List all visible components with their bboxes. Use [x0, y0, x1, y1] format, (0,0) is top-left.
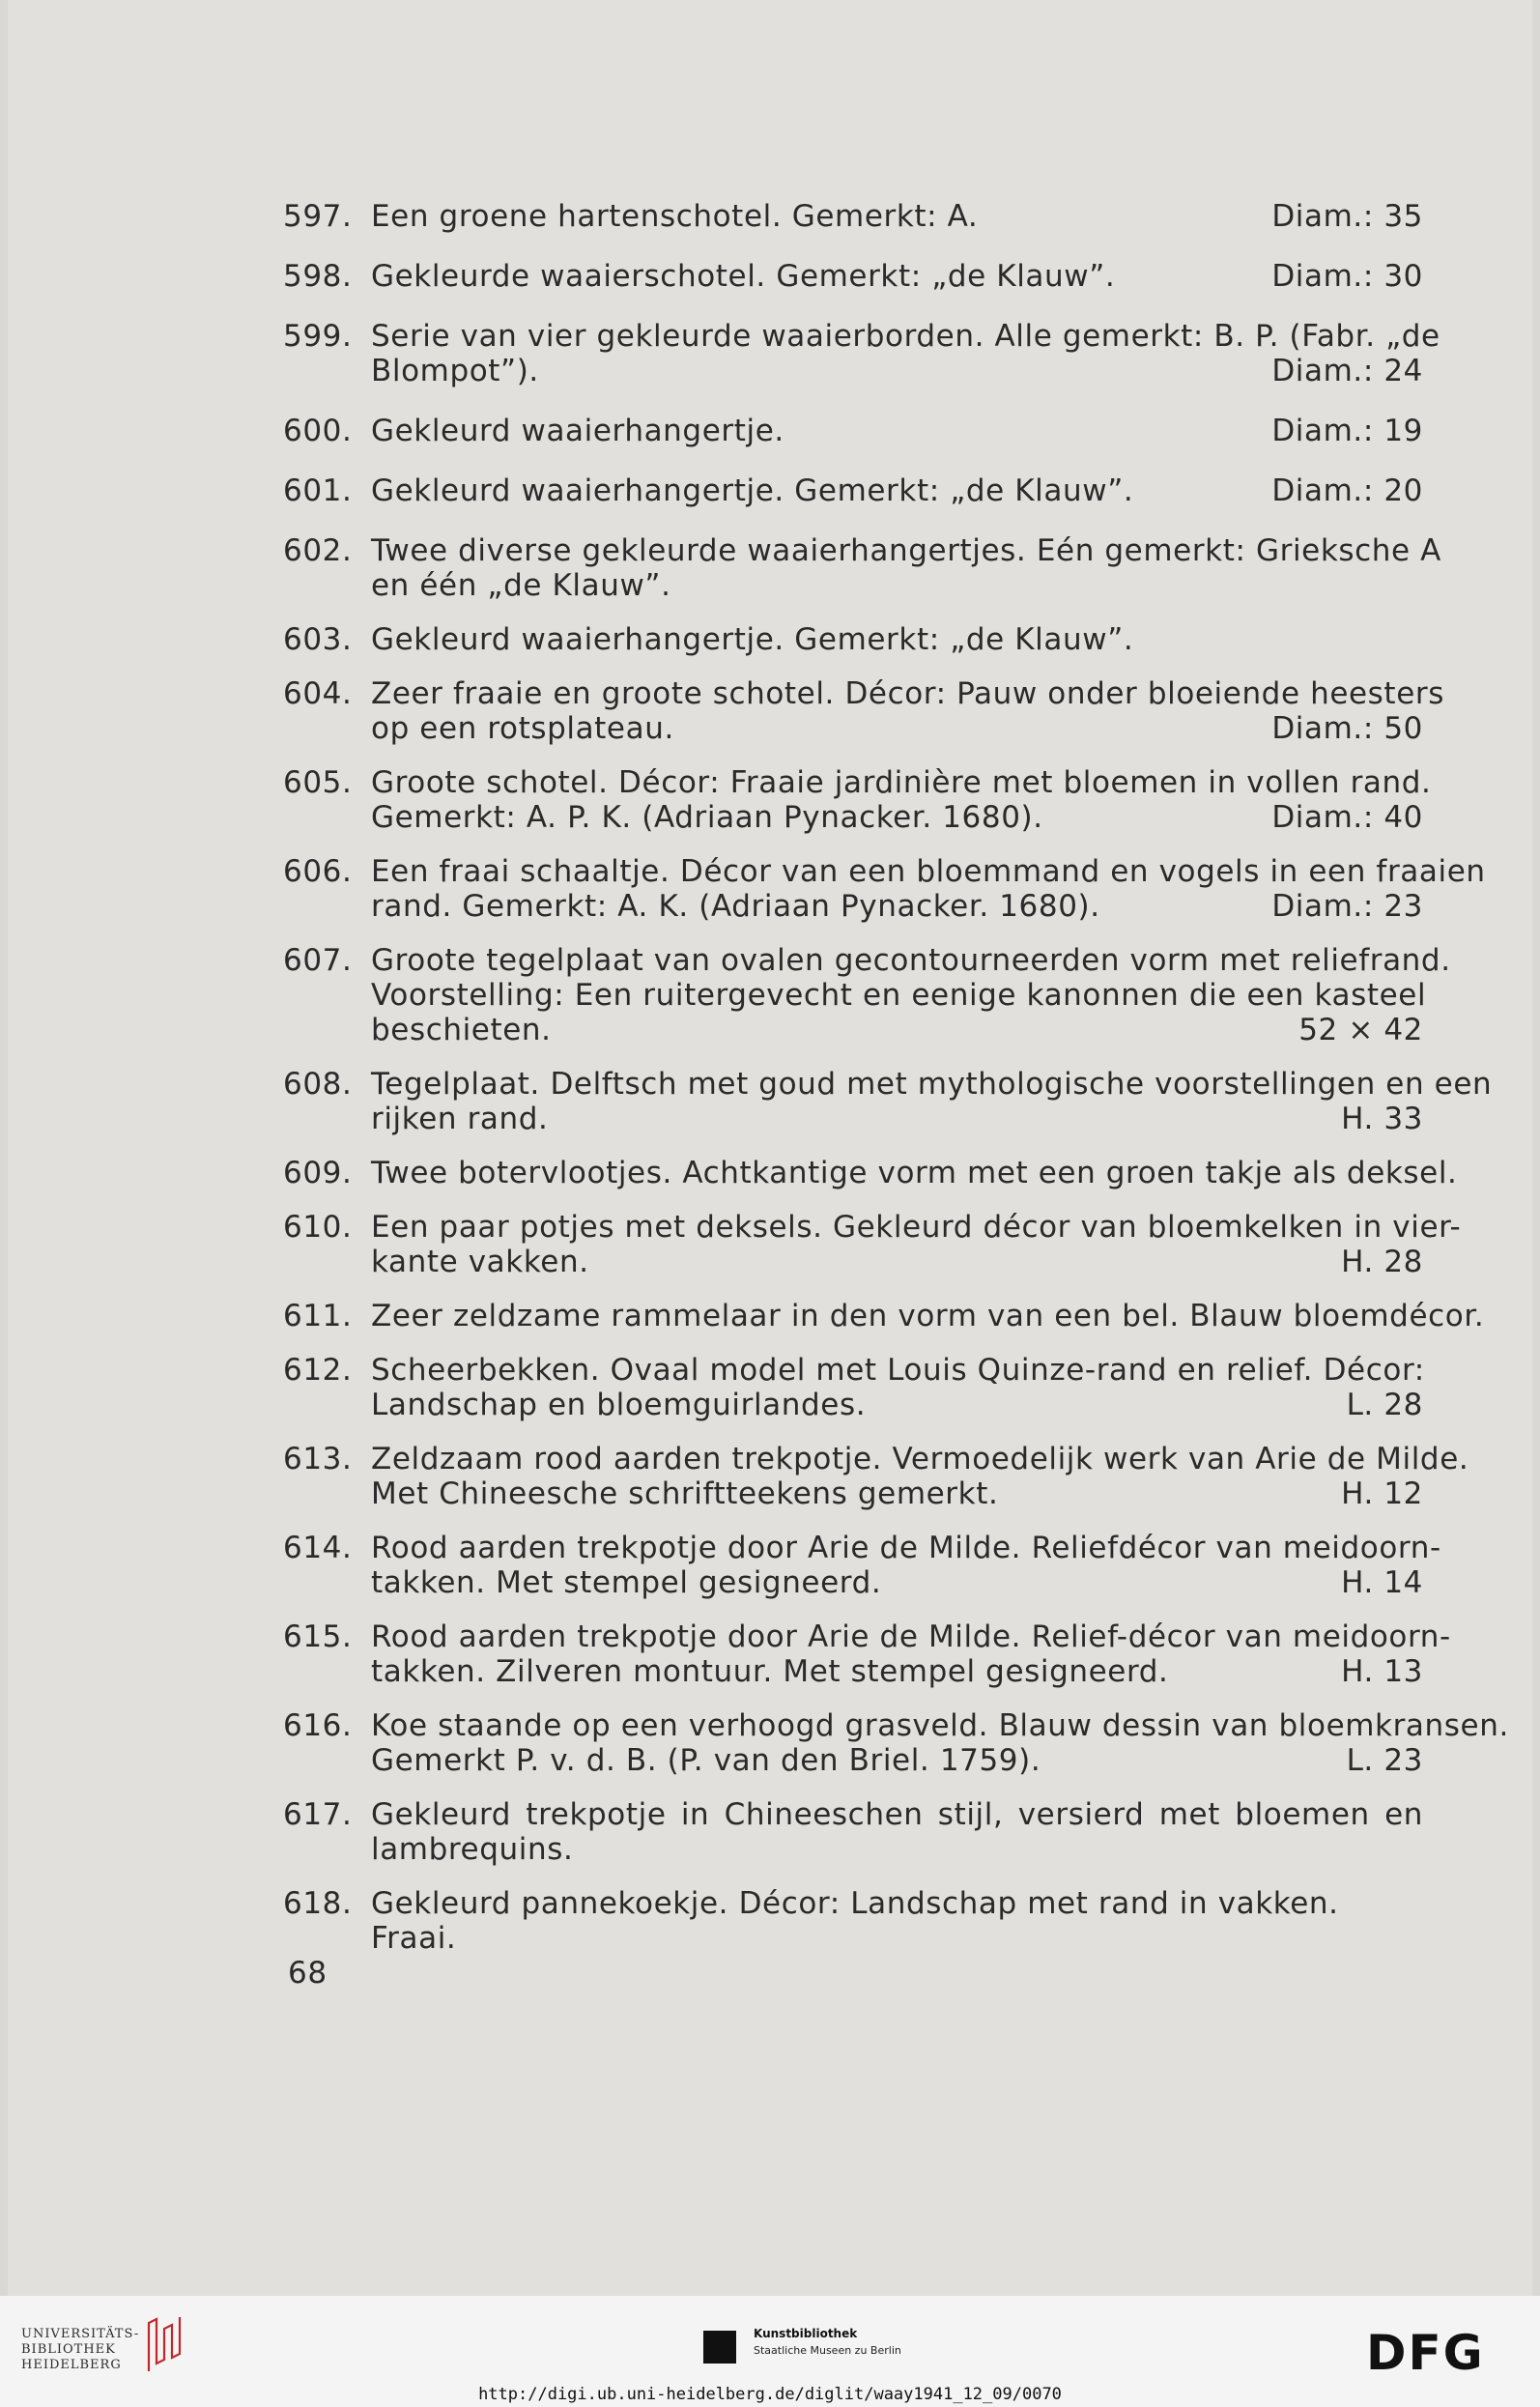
catalog-entry [283, 676, 1444, 746]
entry-line: Gekleurd pannekoekje. Décor: Landschap met rand in vakken. Fraai. [371, 1886, 1339, 1956]
uni-line: BIBLIOTHEK [21, 2342, 116, 2357]
uni-line: HEIDELBERG [21, 2358, 122, 2372]
entry-description [371, 1210, 1462, 1279]
entry-line [371, 1654, 1423, 1689]
catalog-page [8, 0, 1532, 2296]
entry-description [371, 1442, 1469, 1511]
entry-description [371, 533, 1441, 603]
catalog-entry [283, 1619, 1451, 1689]
entry-description [371, 622, 1423, 657]
page-number: 68 [288, 1956, 328, 1991]
university-library-logo[interactable] [21, 2327, 139, 2373]
entry-line: Serie van vier gekleurde waaierborden. Alle gemerkt: B. P. (Fabr. „de [371, 319, 1440, 354]
entry-text: Een groene hartenschotel. Gemerkt: A. [371, 199, 979, 234]
entry-measurement: Diam.: 30 [1271, 259, 1423, 294]
entry-line [371, 259, 1423, 294]
entry-line [371, 354, 1423, 388]
entry-line: Een fraai schaaltje. Décor van een bloemmand en vogels in een fraaien [371, 854, 1486, 889]
entry-measurement: Diam.: 24 [1271, 354, 1423, 388]
entry-description [371, 414, 1423, 448]
catalog-entry [283, 765, 1432, 835]
entry-text: Gemerkt P. v. d. B. (P. van den Briel. 1759). [371, 1743, 1041, 1778]
entry-line [371, 1102, 1423, 1136]
entry-line: Twee botervlootjes. Achtkantige vorm met een groen takje als deksel. [371, 1156, 1458, 1190]
kunstbibliothek-subtitle: Staatliche Museen zu Berlin [754, 2344, 901, 2357]
entry-number: 607. [283, 943, 353, 978]
catalog-entry [283, 1886, 1423, 1956]
entry-number: 615. [283, 1619, 353, 1654]
entry-line: Rood aarden trekpotje door Arie de Milde. Reliefdécor van meidoorn- [371, 1531, 1441, 1565]
entry-number: 613. [283, 1442, 353, 1476]
catalog-entry [283, 319, 1440, 388]
entry-measurement: Diam.: 40 [1271, 800, 1423, 835]
entry-number: 618. [283, 1886, 353, 1921]
entry-line [371, 800, 1423, 835]
entry-measurement: H. 14 [1341, 1565, 1423, 1600]
entry-measurement: H. 33 [1341, 1102, 1423, 1136]
catalog-entry [283, 259, 1423, 294]
entry-line: Gekleurd waaierhangertje. Gemerkt: „de Klauw”. [371, 622, 1134, 657]
entry-description [371, 1299, 1485, 1333]
entry-line: Koe staande op een verhoogd grasveld. Blauw dessin van bloemkransen. [371, 1708, 1509, 1743]
entry-line [371, 1476, 1423, 1511]
entry-number: 604. [283, 676, 353, 711]
catalog-entry [283, 622, 1423, 657]
kunstbibliothek-mark-icon [703, 2331, 736, 2364]
entry-line: Gekleurd trekpotje in Chineeschen stijl, versierd met bloemen en [371, 1797, 1423, 1832]
entry-description [371, 854, 1486, 924]
catalog-entry [283, 473, 1423, 508]
catalog-entry [283, 414, 1423, 448]
entry-number: 608. [283, 1067, 353, 1102]
entry-line: Tegelplaat. Delftsch met goud met mythologische voorstellingen en een [371, 1067, 1493, 1102]
entry-number: 611. [283, 1299, 353, 1333]
library-emblem-icon [143, 2315, 187, 2375]
catalog-entry [283, 1531, 1441, 1600]
entry-number: 602. [283, 533, 353, 568]
entry-number: 605. [283, 765, 353, 800]
entry-text: rand. Gemerkt: A. K. (Adriaan Pynacker. 1680). [371, 889, 1100, 924]
entry-description [371, 1797, 1423, 1867]
entry-line [371, 414, 1423, 448]
catalog-entry [283, 943, 1451, 1047]
entry-line [371, 1565, 1423, 1600]
catalog-entries [283, 199, 1509, 1956]
entry-line [371, 711, 1423, 746]
entry-number: 609. [283, 1156, 353, 1190]
entry-line: Een paar potjes met deksels. Gekleurd décor van bloemkelken in vier- [371, 1210, 1462, 1245]
entry-text: takken. Zilveren montuur. Met stempel gesigneerd. [371, 1654, 1169, 1689]
entry-description [371, 473, 1423, 508]
catalog-entry [283, 1299, 1485, 1333]
catalog-entry [283, 1708, 1509, 1778]
entry-line: en één „de Klauw”. [371, 568, 671, 603]
catalog-entry [283, 854, 1486, 924]
entry-number: 600. [283, 414, 353, 448]
catalog-entry [283, 1067, 1493, 1136]
entry-text: kante vakken. [371, 1245, 589, 1279]
entry-number: 610. [283, 1210, 353, 1245]
entry-line [371, 1013, 1423, 1047]
entry-line: lambrequins. [371, 1832, 574, 1867]
entry-measurement: L. 23 [1346, 1743, 1423, 1778]
permalink-url[interactable]: http://digi.ub.uni-heidelberg.de/diglit/waay1941_12_09/0070 [478, 2385, 1062, 2404]
entry-line [371, 1245, 1423, 1279]
entry-line: Zeldzaam rood aarden trekpotje. Vermoedelijk werk van Arie de Milde. [371, 1442, 1469, 1476]
entry-measurement: H. 13 [1341, 1654, 1423, 1689]
entry-line: Voorstelling: Een ruitergevecht en eenige kanonnen die een kasteel [371, 978, 1427, 1013]
entry-number: 603. [283, 622, 353, 657]
entry-measurement: H. 12 [1341, 1476, 1423, 1511]
entry-description [371, 1067, 1493, 1136]
entry-line: Groote schotel. Décor: Fraaie jardinière met bloemen in vollen rand. [371, 765, 1432, 800]
entry-text: Blompot”). [371, 354, 539, 388]
catalog-entry [283, 1353, 1423, 1422]
entry-line: Zeer fraaie en groote schotel. Décor: Pauw onder bloeiende heesters [371, 676, 1444, 711]
entry-line [371, 199, 1423, 234]
kunstbibliothek-name: Kunstbibliothek [754, 2327, 858, 2340]
dfg-logo[interactable]: DFG [1366, 2325, 1485, 2381]
entry-text: Gemerkt: A. P. K. (Adriaan Pynacker. 1680). [371, 800, 1043, 835]
entry-description [371, 1156, 1458, 1190]
catalog-entry [283, 1442, 1469, 1511]
entry-number: 617. [283, 1797, 353, 1832]
entry-measurement: Diam.: 35 [1271, 199, 1423, 234]
catalog-entry [283, 1210, 1462, 1279]
entry-line: Groote tegelplaat van ovalen gecontourneerden vorm met reliefrand. [371, 943, 1451, 978]
entry-line: Zeer zeldzame rammelaar in den vorm van een bel. Blauw bloemdécor. [371, 1299, 1485, 1333]
entry-line: Twee diverse gekleurde waaierhangertjes. Eén gemerkt: Grieksche A [371, 533, 1441, 568]
entry-measurement: Diam.: 19 [1271, 414, 1423, 448]
entry-text: takken. Met stempel gesigneerd. [371, 1565, 882, 1600]
entry-text: op een rotsplateau. [371, 711, 674, 746]
uni-line: UNIVERSITÄTS- [21, 2327, 140, 2341]
entry-number: 597. [283, 199, 353, 234]
entry-number: 612. [283, 1353, 353, 1388]
entry-text: rijken rand. [371, 1102, 549, 1136]
entry-description [371, 1886, 1423, 1956]
entry-description [371, 259, 1423, 294]
entry-number: 606. [283, 854, 353, 889]
entry-text: Gekleurd waaierhangertje. Gemerkt: „de Klauw”. [371, 473, 1134, 508]
entry-description [371, 1708, 1509, 1778]
entry-line [371, 473, 1423, 508]
entry-text: Met Chineesche schriftteekens gemerkt. [371, 1476, 999, 1511]
entry-description [371, 1619, 1451, 1689]
digitization-footer [0, 2296, 1540, 2407]
entry-description [371, 943, 1451, 1047]
entry-measurement: Diam.: 50 [1271, 711, 1423, 746]
entry-measurement: Diam.: 23 [1271, 889, 1423, 924]
entry-description [371, 1353, 1423, 1422]
entry-description [371, 765, 1432, 835]
entry-number: 614. [283, 1531, 353, 1565]
entry-measurement: Diam.: 20 [1271, 473, 1423, 508]
catalog-entry [283, 533, 1441, 603]
entry-measurement: 52 × 42 [1298, 1013, 1423, 1047]
entry-text: Gekleurde waaierschotel. Gemerkt: „de Klauw”. [371, 259, 1116, 294]
entry-text: Landschap en bloemguirlandes. [371, 1388, 867, 1422]
entry-measurement: L. 28 [1346, 1388, 1423, 1422]
catalog-entry [283, 1797, 1423, 1867]
entry-number: 616. [283, 1708, 353, 1743]
entry-description [371, 319, 1440, 388]
entry-text: beschieten. [371, 1013, 552, 1047]
entry-description [371, 1531, 1441, 1600]
entry-line: Rood aarden trekpotje door Arie de Milde. Relief-décor van meidoorn- [371, 1619, 1451, 1654]
entry-line [371, 889, 1423, 924]
entry-description [371, 676, 1444, 746]
entry-line [371, 1743, 1423, 1778]
entry-line: Scheerbekken. Ovaal model met Louis Quinze-rand en relief. Décor: [371, 1353, 1425, 1388]
catalog-entry [283, 199, 1423, 234]
entry-text: Gekleurd waaierhangertje. [371, 414, 784, 448]
entry-line [371, 1388, 1423, 1422]
entry-description [371, 199, 1423, 234]
entry-number: 599. [283, 319, 353, 354]
entry-measurement: H. 28 [1341, 1245, 1423, 1279]
entry-number: 598. [283, 259, 353, 294]
catalog-entry [283, 1156, 1458, 1190]
entry-number: 601. [283, 473, 353, 508]
